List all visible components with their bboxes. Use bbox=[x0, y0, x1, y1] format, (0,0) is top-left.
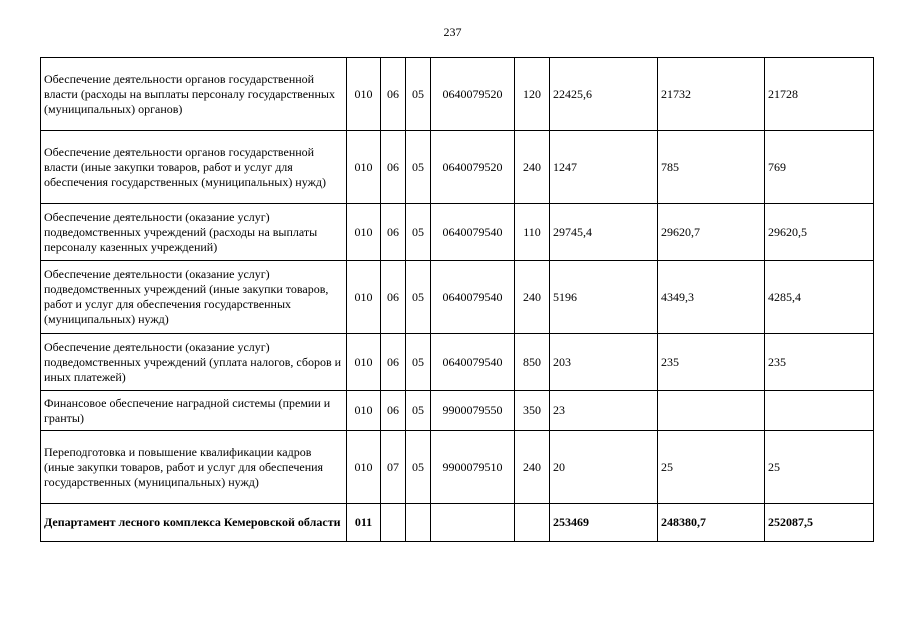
section-code: 06 bbox=[381, 204, 406, 261]
year2-value: 248380,7 bbox=[658, 504, 765, 542]
ministry-code: 010 bbox=[347, 204, 381, 261]
ministry-code: 010 bbox=[347, 334, 381, 391]
subsection-code: 05 bbox=[406, 58, 431, 131]
page-number: 237 bbox=[443, 25, 462, 39]
target-code: 0640079520 bbox=[431, 58, 515, 131]
year3-value: 769 bbox=[765, 131, 874, 204]
expense-type-code: 240 bbox=[515, 261, 550, 334]
expense-type-code: 240 bbox=[515, 131, 550, 204]
year2-value: 4349,3 bbox=[658, 261, 765, 334]
row-name: Переподготовка и повышение квалификации кадров (иные закупки товаров, работ и услуг для обеспечения государственных (муниципальных) нужд) bbox=[41, 431, 347, 504]
row-name: Обеспечение деятельности (оказание услуг) подведомственных учреждений (расходы на выплаты персоналу казенных учреждений) bbox=[41, 204, 347, 261]
ministry-code: 010 bbox=[347, 58, 381, 131]
year2-value: 235 bbox=[658, 334, 765, 391]
ministry-code: 010 bbox=[347, 391, 381, 431]
section-code: 07 bbox=[381, 431, 406, 504]
section-code: 06 bbox=[381, 261, 406, 334]
year3-value: 25 bbox=[765, 431, 874, 504]
year3-value bbox=[765, 391, 874, 431]
table-row bbox=[41, 131, 874, 204]
ministry-code: 010 bbox=[347, 431, 381, 504]
year2-value: 29620,7 bbox=[658, 204, 765, 261]
year3-value: 4285,4 bbox=[765, 261, 874, 334]
section-code: 06 bbox=[381, 58, 406, 131]
expense-type-code: 350 bbox=[515, 391, 550, 431]
year2-value: 21732 bbox=[658, 58, 765, 131]
year3-value: 29620,5 bbox=[765, 204, 874, 261]
expense-type-code: 110 bbox=[515, 204, 550, 261]
target-code: 0640079540 bbox=[431, 261, 515, 334]
target-code: 9900079550 bbox=[431, 391, 515, 431]
year1-value: 20 bbox=[550, 431, 658, 504]
subsection-code: 05 bbox=[406, 204, 431, 261]
table-row-total bbox=[41, 504, 874, 542]
subsection-code: 05 bbox=[406, 391, 431, 431]
year1-value: 23 bbox=[550, 391, 658, 431]
row-name: Обеспечение деятельности (оказание услуг) подведомственных учреждений (уплата налогов, сборов и иных платежей) bbox=[41, 334, 347, 391]
target-code bbox=[431, 504, 515, 542]
subsection-code bbox=[406, 504, 431, 542]
table-row bbox=[41, 431, 874, 504]
subsection-code: 05 bbox=[406, 334, 431, 391]
ministry-code: 010 bbox=[347, 261, 381, 334]
target-code: 9900079510 bbox=[431, 431, 515, 504]
row-name: Финансовое обеспечение наградной системы (премии и гранты) bbox=[41, 391, 347, 431]
expense-type-code bbox=[515, 504, 550, 542]
subsection-code: 05 bbox=[406, 131, 431, 204]
ministry-code: 011 bbox=[347, 504, 381, 542]
expense-type-code: 850 bbox=[515, 334, 550, 391]
target-code: 0640079540 bbox=[431, 334, 515, 391]
year2-value bbox=[658, 391, 765, 431]
year2-value: 785 bbox=[658, 131, 765, 204]
year3-value: 235 bbox=[765, 334, 874, 391]
year1-value: 1247 bbox=[550, 131, 658, 204]
section-code: 06 bbox=[381, 131, 406, 204]
row-name: Обеспечение деятельности органов государственной власти (иные закупки товаров, работ и услуг для обеспечения государственных (муниципальных) нужд) bbox=[41, 131, 347, 204]
table-row bbox=[41, 204, 874, 261]
row-name: Обеспечение деятельности органов государственной власти (расходы на выплаты персоналу государственных (муниципальных) органов) bbox=[41, 58, 347, 131]
year3-value: 252087,5 bbox=[765, 504, 874, 542]
table-row bbox=[41, 261, 874, 334]
subsection-code: 05 bbox=[406, 431, 431, 504]
year1-value: 22425,6 bbox=[550, 58, 658, 131]
table-row bbox=[41, 58, 874, 131]
target-code: 0640079520 bbox=[431, 131, 515, 204]
year1-value: 5196 bbox=[550, 261, 658, 334]
section-code bbox=[381, 504, 406, 542]
subsection-code: 05 bbox=[406, 261, 431, 334]
row-name: Департамент лесного комплекса Кемеровской области bbox=[41, 504, 347, 542]
year1-value: 29745,4 bbox=[550, 204, 658, 261]
year1-value: 203 bbox=[550, 334, 658, 391]
year1-value: 253469 bbox=[550, 504, 658, 542]
year2-value: 25 bbox=[658, 431, 765, 504]
table-row bbox=[41, 391, 874, 431]
budget-table bbox=[40, 57, 874, 542]
expense-type-code: 240 bbox=[515, 431, 550, 504]
section-code: 06 bbox=[381, 334, 406, 391]
target-code: 0640079540 bbox=[431, 204, 515, 261]
table-row bbox=[41, 334, 874, 391]
year3-value: 21728 bbox=[765, 58, 874, 131]
ministry-code: 010 bbox=[347, 131, 381, 204]
section-code: 06 bbox=[381, 391, 406, 431]
row-name: Обеспечение деятельности (оказание услуг) подведомственных учреждений (иные закупки товаров, работ и услуг для обеспечения государственных (муниципальных) нужд) bbox=[41, 261, 347, 334]
expense-type-code: 120 bbox=[515, 58, 550, 131]
